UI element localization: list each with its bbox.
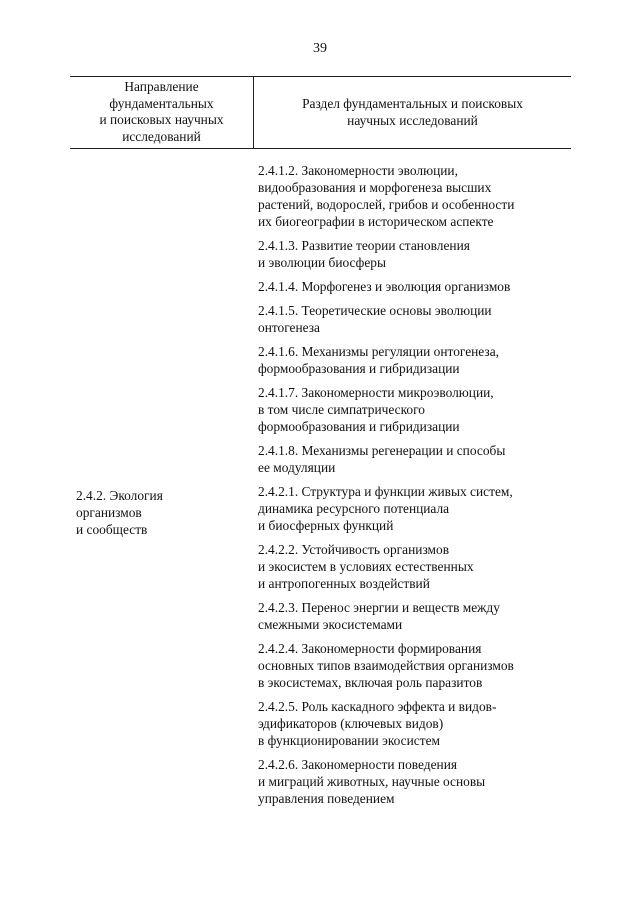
section-item: 2.4.2.2. Устойчивость организмов и экосистем в условиях естественных и антропогенных воздействий <box>258 542 474 591</box>
section-list <box>258 162 578 814</box>
section-item: 2.4.1.4. Морфогенез и эволюция организмов <box>258 279 511 294</box>
table-header-direction: Направление фундаментальных и поисковых научных исследований <box>99 79 224 144</box>
page-number: 39 <box>313 41 327 56</box>
section-item: 2.4.2.5. Роль каскадного эффекта и видов- эдификаторов (ключевых видов) в функционировании экосистем <box>258 699 497 748</box>
table-header-section: Раздел фундаментальных и поисковых научных исследований <box>302 96 523 128</box>
direction-label-ecology: 2.4.2. Экология организмов и сообществ <box>76 488 163 537</box>
table-header-top-rule <box>70 76 571 77</box>
section-item: 2.4.1.5. Теоретические основы эволюции онтогенеза <box>258 303 492 335</box>
section-item: 2.4.1.6. Механизмы регуляции онтогенеза, формообразования и гибридизации <box>258 344 499 376</box>
section-item: 2.4.2.3. Перенос энергии и веществ между смежными экосистемами <box>258 600 500 632</box>
table-header-bottom-rule <box>70 148 571 149</box>
section-item: 2.4.1.3. Развитие теории становления и эволюции биосферы <box>258 238 470 270</box>
section-item: 2.4.1.2. Закономерности эволюции, видообразования и морфогенеза высших растений, водорослей, грибов и особенности их биогеографии в историческом аспекте <box>258 163 515 229</box>
section-item: 2.4.2.1. Структура и функции живых систем, динамика ресурсного потенциала и биосферных функций <box>258 484 513 533</box>
section-item: 2.4.2.4. Закономерности формирования основных типов взаимодействия организмов в экосистемах, включая роль паразитов <box>258 641 514 690</box>
section-item: 2.4.1.7. Закономерности микроэволюции, в том числе симпатрического формообразования и гибридизации <box>258 385 494 434</box>
section-item: 2.4.2.6. Закономерности поведения и миграций животных, научные основы управления поведением <box>258 757 486 806</box>
section-item: 2.4.1.8. Механизмы регенерации и способы ее модуляции <box>258 443 506 475</box>
